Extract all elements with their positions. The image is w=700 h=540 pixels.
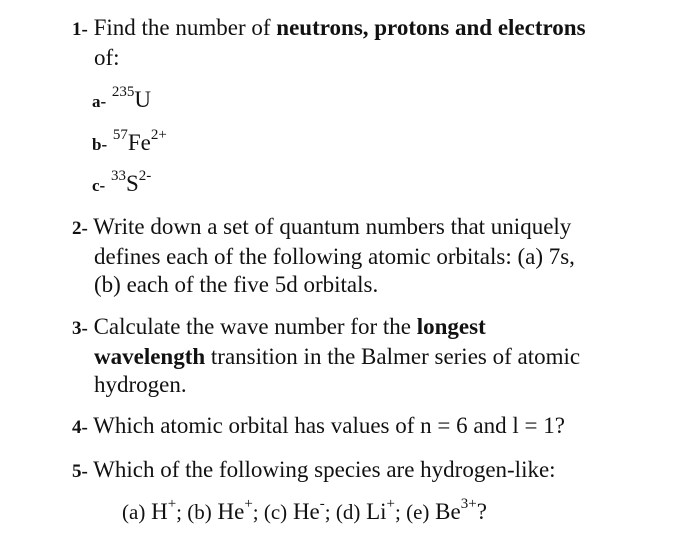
question-1-part-a	[92, 86, 151, 116]
question-1-part-b	[92, 129, 167, 159]
species-he: He	[287, 499, 320, 524]
question-text-line: (b) each of the five 5d orbitals.	[94, 272, 379, 297]
question-text-bold: neutrons, protons and electrons	[276, 15, 586, 40]
question-text-bold: longest	[416, 314, 486, 339]
ion-charge: 2-	[138, 168, 152, 185]
question-2	[72, 213, 632, 299]
question-5-options	[122, 498, 487, 526]
mass-number: 57	[112, 127, 128, 144]
question-number: 5-	[72, 461, 88, 482]
option-b-label: ; (b)	[176, 500, 212, 524]
question-1	[72, 14, 632, 72]
species-charge: +	[167, 496, 177, 513]
element-symbol: U	[134, 87, 152, 112]
option-e-label: ; (e)	[395, 500, 430, 524]
question-text: transition in the Balmer series of atomic	[205, 344, 581, 369]
question-text-line: of:	[94, 45, 120, 70]
species-charge: +	[244, 496, 253, 513]
part-label: c-	[92, 176, 106, 195]
species-he: He	[211, 499, 245, 524]
question-number: 1-	[72, 19, 88, 40]
question-4	[72, 412, 632, 442]
question-text: Find the number of	[87, 15, 277, 40]
mass-number: 235	[111, 84, 135, 101]
question-text: Which of the following species are hydrogen-like:	[87, 457, 556, 482]
species-charge: 3+	[460, 496, 477, 513]
question-text: Write down a set of quantum numbers that uniquely	[87, 214, 572, 239]
element-symbol: S	[125, 171, 139, 196]
question-text: Which atomic orbital has values of n = 6 and l = 1?	[87, 413, 565, 438]
question-number: 3-	[72, 318, 88, 339]
species-charge: +	[386, 496, 396, 513]
species-h: H	[145, 499, 168, 524]
option-a-label: (a)	[122, 500, 146, 524]
part-label: a-	[92, 92, 107, 111]
question-5	[72, 456, 632, 486]
species-li: Li	[360, 499, 387, 524]
mass-number: 33	[110, 168, 126, 185]
species-be: Be	[429, 499, 461, 524]
question-text-line	[72, 343, 632, 371]
question-1-part-c	[92, 170, 151, 200]
element-symbol: Fe	[127, 130, 151, 155]
question-mark: ?	[476, 499, 487, 524]
question-text-bold: wavelength	[94, 344, 206, 369]
option-c-label: ; (c)	[252, 500, 288, 524]
question-text-line: defines each of the following atomic orbitals: (a) 7s,	[94, 244, 575, 269]
part-label: b-	[92, 135, 108, 154]
question-number: 4-	[72, 417, 88, 438]
question-text-line: hydrogen.	[94, 372, 187, 397]
ion-charge: 2+	[150, 127, 167, 144]
question-3	[72, 313, 632, 399]
question-number: 2-	[72, 218, 88, 239]
question-text: Calculate the wave number for the	[87, 314, 417, 339]
option-d-label: ; (d)	[324, 500, 361, 524]
species-charge: -	[319, 496, 325, 513]
